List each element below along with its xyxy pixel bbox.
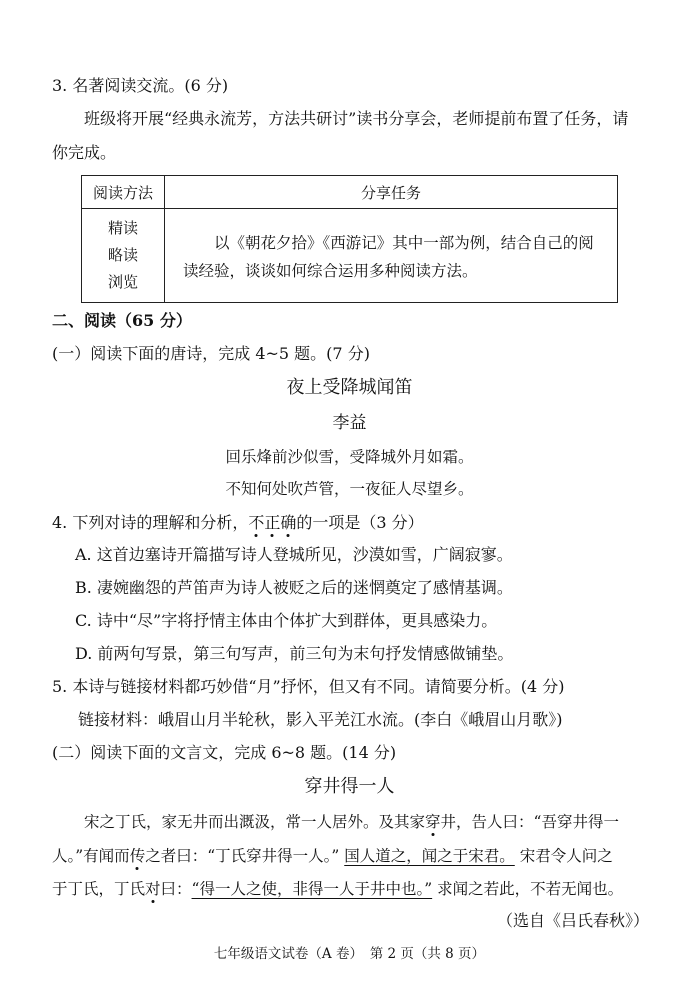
emphasis-char: 传 — [129, 847, 146, 865]
header-methods: 阅读方法 — [82, 176, 165, 209]
poem-line-2: 不知何处吹芦管，一夜征人尽望乡。 — [225, 480, 474, 498]
q4-option-d: D. 前两句写景，第三句写声，前三句为末句抒发情感做铺垫。 — [75, 644, 514, 663]
page-footer: 七年级语文试卷（A 卷） 第 2 页（共 8 页） — [213, 946, 486, 962]
methods-cell — [82, 209, 165, 303]
passage-line-2 — [52, 845, 613, 867]
method-skim: 略读 — [107, 246, 138, 264]
part-2-instruction: (二）阅读下面的文言文，完成 6~8 题。(14 分) — [52, 743, 397, 762]
poem-author: 李益 — [332, 413, 367, 433]
passage-text: 于丁氏，丁氏 — [52, 880, 146, 898]
underlined-sentence: “得一人之使，非得一人于井中也。” — [191, 880, 433, 898]
question-3-title: 3. 名著阅读交流。(6 分) — [52, 76, 229, 95]
passage-text: 之者曰：“丁氏穿井得一人。” — [145, 847, 340, 865]
task-cell: 以《朝花夕拾》《西游记》其中一部为例，结合自己的阅读经验，谈谈如何综合运用多种阅读方法。 — [165, 209, 618, 303]
passage-text: 求闻之若此，不若无闻也。 — [437, 880, 624, 898]
passage-text: 曰： — [160, 880, 192, 898]
poem-title: 夜上受降城闻笛 — [286, 377, 413, 398]
reading-task-table — [81, 175, 618, 303]
emphasis-char: 不 — [248, 513, 265, 532]
passage-text: 井，告人曰：“吾穿井得一 — [440, 813, 619, 831]
question-3-intro-line-2: 你完成。 — [52, 143, 117, 162]
passage-text: 宋君令人问之 — [519, 847, 613, 865]
section-2-heading: 二、阅读（65 分） — [52, 311, 192, 330]
method-intensive: 精读 — [107, 219, 138, 237]
question-5-stem: 5. 本诗与链接材料都巧妙借“月”抒怀，但又有不同。请简要分析。(4 分) — [52, 677, 565, 696]
poem-line-1: 回乐烽前沙似雪，受降城外月如霜。 — [225, 448, 474, 466]
passage-line-3 — [52, 878, 623, 900]
question-3-intro-line-1: 班级将开展“经典永流芳，方法共研讨”读书分享会，老师提前布置了任务，请 — [84, 109, 629, 128]
question-4-stem — [52, 512, 424, 534]
q5-link-material: 链接材料：峨眉山月半轮秋，影入平羌江水流。(李白《峨眉山月歌》) — [78, 710, 563, 729]
header-task: 分享任务 — [165, 176, 618, 209]
emphasis-char: 确 — [280, 513, 297, 532]
method-browse: 浏览 — [107, 273, 138, 291]
emphasis-char: 对 — [145, 880, 161, 898]
q4-option-b: B. 凄婉幽怨的芦笛声为诗人被贬之后的迷惘奠定了感情基调。 — [75, 578, 513, 597]
passage-text: 宋之丁氏，家无井而出溉汲，常一人居外。及其家 — [84, 813, 426, 831]
q4-stem-after: 的一项是（3 分） — [296, 513, 424, 532]
q4-option-a: A. 这首边塞诗开篇描写诗人登城所见，沙漠如雪，广阔寂寥。 — [75, 545, 513, 564]
q4-stem-before: 4. 下列对诗的理解和分析， — [52, 513, 249, 532]
q4-option-c: C. 诗中“尽”字将抒情主体由个体扩大到群体，更具感染力。 — [75, 611, 498, 630]
passage-line-1 — [84, 811, 619, 833]
underlined-sentence: 国人道之，闻之于宋君。 — [344, 847, 515, 865]
emphasis-char: 正 — [264, 513, 281, 532]
passage-text: 人。”有闻而 — [52, 847, 130, 865]
passage-title: 穿井得一人 — [304, 776, 395, 797]
table-header-row — [82, 176, 618, 209]
passage-source: （选自《吕氏春秋》） — [496, 911, 649, 930]
part-1-instruction: (一）阅读下面的唐诗，完成 4~5 题。(7 分) — [52, 344, 370, 363]
emphasis-char: 穿 — [425, 813, 441, 831]
table-row — [82, 209, 618, 303]
